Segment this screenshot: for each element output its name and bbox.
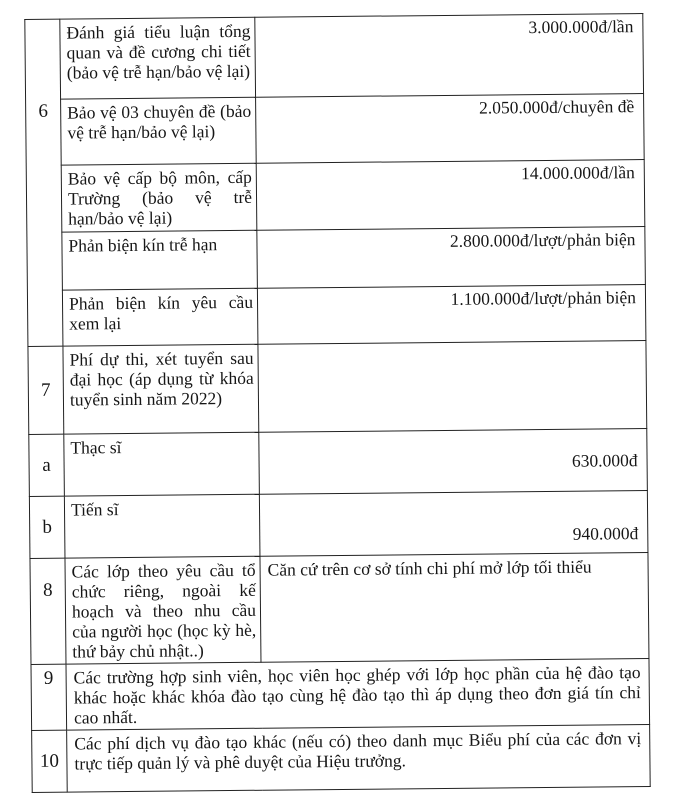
row-number-b: b [29,496,65,558]
row-number-a: a [29,434,65,496]
fee-note: Các phí dịch vụ đào tạo khác (nếu có) theo danh mục Biểu phí của các đơn vị trực tiếp quản lý và phê duyệt của Hiệu trưởng. [67,725,651,793]
fee-description: Phản biện kín yêu cầu xem lại [62,288,258,346]
fee-description: Đánh giá tiểu luận tổng quan và đề cương chi tiết (bảo vệ trễ hạn/bảo vệ lại) [60,17,256,99]
table-row [29,491,648,559]
row-number-7: 7 [28,346,64,434]
fee-amount: 1.100.000đ/lượt/phản biện [257,285,646,345]
table-row [26,94,645,166]
fee-note: Căn cứ trên cơ sở tính chi phí mở lớp tối thiểu [260,553,649,663]
table-row [32,725,651,793]
row-number-10: 10 [32,730,68,792]
fee-amount: 940.000đ [259,491,648,557]
fee-description: Các lớp theo yêu cầu tổ chức riêng, ngoài kế hoạch và theo nhu cầu của người học (học kỳ hè, thứ bảy chủ nhật..) [65,556,261,664]
table-row [28,341,647,435]
fee-description: Bảo vệ 03 chuyên đề (bảo vệ trễ hạn/bảo vệ lại) [61,97,257,165]
fee-description: Thạc sĩ [64,432,260,496]
row-number-9: 9 [31,664,67,730]
fee-amount: 14.000.000đ/lần [256,160,645,231]
table-row [25,14,644,100]
fee-description: Phí dự thi, xét tuyển sau đại học (áp dụng từ khóa tuyển sinh năm 2022) [63,344,259,434]
fee-amount: 3.000.000đ/lần [255,14,644,98]
fee-amount: 630.000đ [259,429,648,495]
fee-note: Các trường hợp sinh viên, học viên học ghép với lớp học phần của hệ đào tạo khác hoặc khác khóa đào tạo cùng hệ đào tạo thì áp dụng theo đơn giá tín chỉ cao nhất. [66,659,650,731]
fee-description: Bảo vệ cấp bộ môn, cấp Trường (bảo vệ trễ hạn/bảo vệ lại) [61,163,257,232]
row-number-8: 8 [30,558,66,664]
fee-description: Phản biện kín trễ hạn [62,230,258,290]
table-row [27,285,646,347]
row-number-6: 6 [25,19,63,346]
fee-amount-empty [258,341,647,433]
fee-table [24,13,650,793]
fee-amount: 2.800.000đ/lượt/phản biện [257,227,646,289]
table-row [26,160,645,233]
table-row [27,227,646,291]
fee-description: Tiến sĩ [64,494,260,558]
table-row [29,429,648,497]
table-row [30,553,649,665]
table-row [31,659,650,731]
fee-amount: 2.050.000đ/chuyên đề [256,94,645,164]
